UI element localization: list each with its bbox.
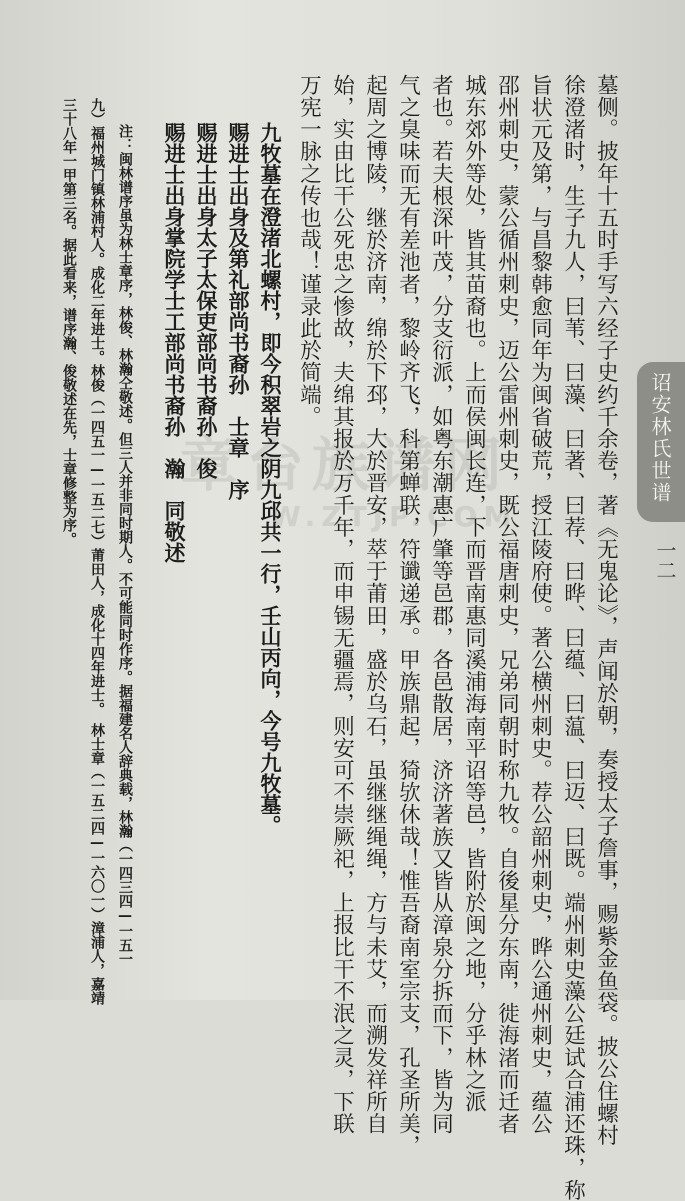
side-tab-title: 诏安林氏世谱	[648, 372, 672, 504]
note-line-1: 注：闽林谱序虽为林士章序，林俊、林瀚仝敬述。但三人并非同时期人。不可能同时作序。据福建名人辞典载，林瀚（一四三四—一五一	[117, 124, 133, 966]
body-column-1: 墓侧。披年十五时手写六经子史约千余卷，著《无鬼论》，声闻於朝，奏授太子詹事，赐紫金鱼袋。披公住螺村	[593, 74, 619, 1147]
watermark-url: W.ZTJP.COM	[270, 500, 518, 533]
watermark-text: 章台族谱网	[180, 431, 511, 499]
body-column-7: 气之臭味而无有差池者，黎岭齐飞，科第蝉联，符谶递承。甲族鼎起，猗欤休哉！惟吾裔南室宗支，孔圣所美，	[395, 74, 421, 1157]
page-number: 一二	[653, 540, 677, 580]
note-line-2: 九）福州城门镇林浦村人。成化二年进士。林俊（一四五一—一五二七）莆田人，成化十四年进士。 林士章（一五二四—一六〇一）漳浦人，嘉靖	[89, 98, 105, 1005]
body-column-3: 旨状元及第，与昌黎韩愈同年为闽省破荒，授江陵府使。著公横州刺史。荐公韶州刺史，晔公通州刺史，蕴公	[527, 74, 553, 1135]
tomb-location-line: 九牧墓在澄渚北螺村，即今积翠岩之阴九邱共一行，壬山丙向，今号九牧墓。	[258, 122, 283, 836]
body-column-10: 万宪一脉之传也哉！谨录此於简端。	[296, 74, 322, 428]
credit-line-han: 赐进士出身掌院学士工部尚书裔孙 瀚 同敬述	[162, 122, 187, 563]
credit-line-jun: 赐进士出身太子太保吏部尚书裔孙 俊	[194, 122, 219, 479]
body-column-5: 城东郊外等处，皆其苗裔也。上而侯闽长连，下而晋南惠同溪浦海南平诏等邑，皆附於闽之地，分乎林之派	[461, 74, 487, 1113]
body-column-6: 者也。若夫根深叶茂，分支衍派，如粤东潮惠广肇等邑郡，各邑散居，济济著族又皆从漳泉分拆而下，皆为同	[428, 74, 454, 1135]
body-column-9: 始，实由比干公死忠之惨故，夫绵其报於万千年，而申锡无疆焉，则安可不崇厥祀，上报比干不泯之灵，下联	[329, 74, 355, 1135]
body-column-2: 徐澄渚时，生子九人，曰苇、曰藻、曰著、曰荐、曰晔、曰蕴、曰蕰、曰迈、曰既。端州刺史藻公廷试合浦还珠，称	[560, 74, 586, 1201]
body-column-4: 邵州刺史，蒙公循州刺史，迈公雷州刺史，既公福唐刺史，兄弟同朝时称九牧。自後星分东南，徙海渚而迁者	[494, 74, 520, 1135]
note-line-3: 三十八年一甲第三名。据此看来，谱序瀚、俊敬述在先，士章修整为序。	[61, 98, 77, 546]
credit-line-shizhang: 赐进士出身及第礼部尚书裔孙 士章 序	[226, 122, 251, 500]
body-column-8: 起周之博陵，继於济南，绵於下邳，大於晋安，萃于莆田，盛於乌石，虽继继绳绳，方与未艾，而溯发祥所自	[362, 74, 388, 1135]
